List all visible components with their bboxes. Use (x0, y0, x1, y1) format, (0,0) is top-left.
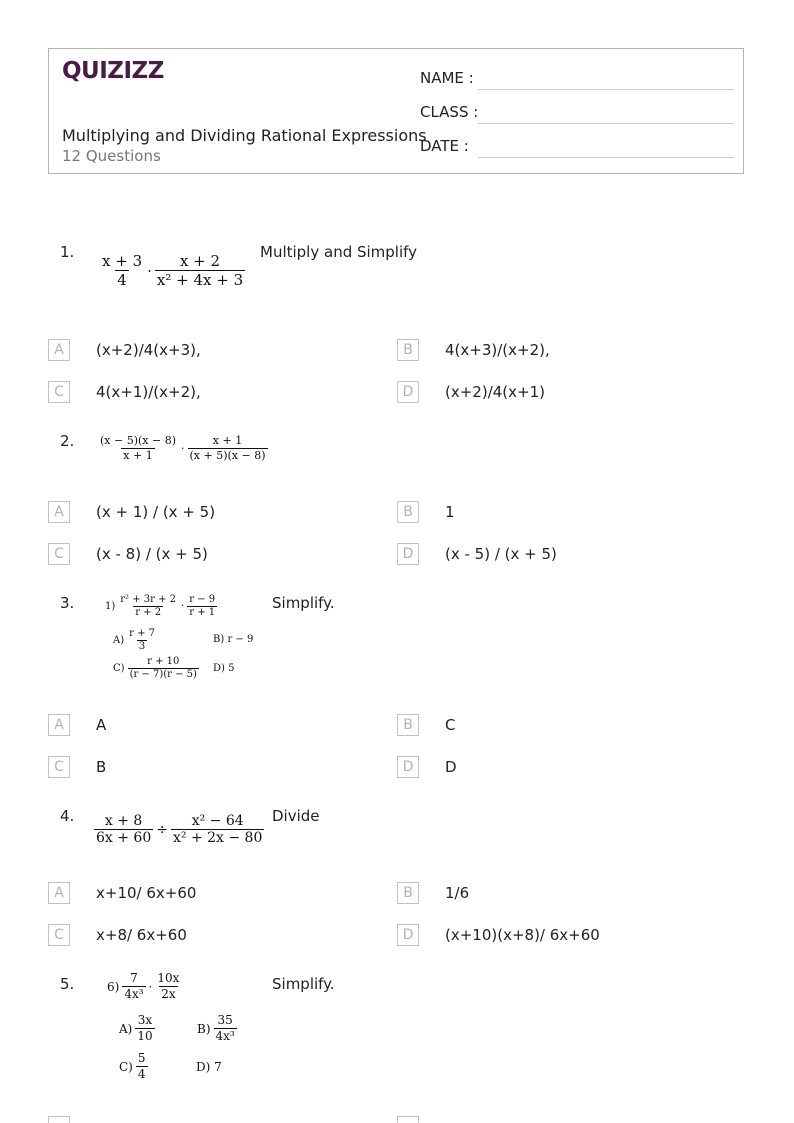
q2-option-c-box[interactable]: C (48, 543, 70, 565)
question-5-prompt: Simplify. (272, 975, 335, 993)
q4-option-b-box[interactable]: B (397, 882, 419, 904)
class-line[interactable] (478, 123, 734, 124)
question-5-number: 5. (60, 975, 75, 993)
q4-option-c-text: x+8/ 6x+60 (96, 926, 187, 944)
q2-option-b-text: 1 (445, 503, 455, 521)
q1-option-b-text: 4(x+3)/(x+2), (445, 341, 550, 359)
question-1-number: 1. (60, 243, 75, 261)
date-label: DATE : (420, 137, 469, 155)
question-1-prompt: Multiply and Simplify (260, 243, 418, 261)
worksheet-title: Multiplying and Dividing Rational Expressions (62, 126, 427, 145)
q4-option-c-box[interactable]: C (48, 924, 70, 946)
q3-option-b-box[interactable]: B (397, 714, 419, 736)
question-2-math: $\frac{(x - 5)(x - 8)}{x + 1}$ · $\frac{x + 1}{(x + 5)(x - 8)}$ (100, 434, 266, 462)
q3-option-a-text: A (96, 716, 107, 734)
question-4-math: $\frac{x + 8}{6x + 60}$ ÷ $\frac{\text{x² − 64}}{\text{x² + 2x − 80}}$ (96, 813, 263, 847)
q3-option-d-box[interactable]: D (397, 756, 419, 778)
question-2-number: 2. (60, 432, 75, 450)
q1-option-d-text: (x+2)/4(x+1) (445, 383, 545, 401)
q1-option-d-box[interactable]: D (397, 381, 419, 403)
q4-option-d-box[interactable]: D (397, 924, 419, 946)
q3-option-c-box[interactable]: C (48, 756, 70, 778)
q4-option-b-text: 1/6 (445, 884, 470, 902)
quizizz-logo: QUIZIZZ (62, 58, 164, 84)
q2-option-a-text: (x + 1) / (x + 5) (96, 503, 216, 521)
q2-option-d-text: (x - 5) / (x + 5) (445, 545, 557, 563)
q3-option-a-box[interactable]: A (48, 714, 70, 736)
question-3-math: 1) $\frac{\text{r² + 3r + 2}}{r + 2}$ · $\frac{r - 9}{r + 1}$ A) $\frac{r + 7}{3}$ B) r − 9 C) $\frac{r + 10}{(r - 7)(r - 5)}$ D) 5 (98, 592, 258, 688)
q4-option-a-box[interactable]: A (48, 882, 70, 904)
question-3-prompt: Simplify. (272, 594, 335, 612)
question-count: 12 Questions (62, 147, 161, 165)
q1-option-a-box[interactable]: A (48, 339, 70, 361)
question-1-math: $\frac{x + 3}{4}$ · $\frac{x + 2}{\text{x² + 4x + 3}}$ (102, 252, 244, 290)
q2-option-c-text: (x - 8) / (x + 5) (96, 545, 208, 563)
q1-option-b-box[interactable]: B (397, 339, 419, 361)
q5-option-a-box[interactable] (48, 1116, 70, 1123)
q3-option-b-text: C (445, 716, 456, 734)
q1-option-a-text: (x+2)/4(x+3), (96, 341, 201, 359)
q1-option-c-box[interactable]: C (48, 381, 70, 403)
question-4-prompt: Divide (272, 807, 320, 825)
worksheet-header (48, 48, 744, 174)
q5-option-b-box[interactable] (397, 1116, 419, 1123)
name-line[interactable] (478, 89, 734, 90)
date-line[interactable] (478, 157, 734, 158)
q2-option-d-box[interactable]: D (397, 543, 419, 565)
q4-option-a-text: x+10/ 6x+60 (96, 884, 197, 902)
question-5-math: 6) $\frac{7}{\text{4x³}}$ · $\frac{10x}{2x}$ A) $\frac{3x}{10}$ B) $\frac{35}{\text{4x³}}$ C) $\frac{5}{4}$ D) 7 (100, 972, 255, 1090)
q3-option-d-text: D (445, 758, 457, 776)
q3-option-c-text: B (96, 758, 107, 776)
q4-option-d-text: (x+10)(x+8)/ 6x+60 (445, 926, 600, 944)
q1-option-c-text: 4(x+1)/(x+2), (96, 383, 201, 401)
class-label: CLASS : (420, 103, 479, 121)
question-4-number: 4. (60, 807, 75, 825)
q2-option-b-box[interactable]: B (397, 501, 419, 523)
question-3-number: 3. (60, 594, 75, 612)
q2-option-a-box[interactable]: A (48, 501, 70, 523)
name-label: NAME : (420, 69, 474, 87)
